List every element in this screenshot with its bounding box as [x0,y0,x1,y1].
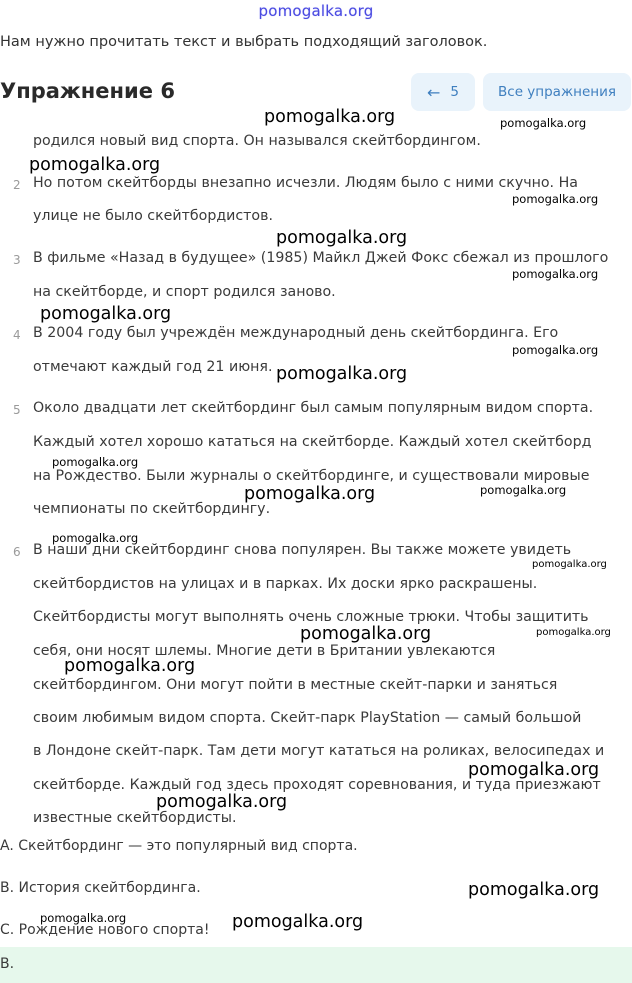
watermark: pomogalka.org [232,912,364,932]
watermark: pomogalka.org [536,627,611,638]
text-line: скейтбордингом. Они могут пойти в местные скейт-парки и заняться [33,677,558,693]
watermark: pomogalka.org [300,624,432,644]
watermark: pomogalka.org [244,484,376,504]
watermark: pomogalka.org [156,792,288,812]
option-b: B. История скейтбординга. [0,880,201,896]
text-line: чемпионаты по скейтбордингу. [33,501,271,517]
text-line: скейтборде. Каждый год здесь проходят соревнования, и туда приезжают [33,777,601,793]
watermark: pomogalka.org [468,760,600,780]
text-line: родился новый вид спорта. Он назывался скейтбордингом. [33,133,481,149]
watermark: pomogalka.org [512,267,599,281]
arrow-left-icon: ← [427,82,441,102]
text-line: В 2004 году был учреждён международный день скейтбординга. Его [33,325,559,341]
watermark: pomogalka.org [40,304,172,324]
text-line: отмечают каждый год 21 июня. [33,359,273,375]
site-header[interactable]: pomogalka.org [258,2,374,20]
watermark: pomogalka.org [532,559,607,570]
text-line: Около двадцати лет скейтбординг был самым популярным видом спорта. [33,400,594,416]
option-a: A. Скейтбординг — это популярный вид спорта. [0,838,358,854]
prev-exercise-number: 5 [450,84,459,100]
option-c: C. Рождение нового спорта! [0,922,210,938]
watermark: pomogalka.org [64,656,196,676]
paragraph-number: 5 [13,403,21,417]
watermark: pomogalka.org [264,107,396,127]
watermark: pomogalka.org [512,343,599,357]
watermark: pomogalka.org [468,880,600,900]
intro-text: Нам нужно прочитать текст и выбрать подходящий заголовок. [0,34,488,50]
text-line: Каждый хотел хорошо кататься на скейтборде. Каждый хотел скейтборд [33,434,592,450]
text-line: на Рождество. Были журналы о скейтбординге, и существовали мировые [33,468,590,484]
exercise-title: Упражнение 6 [0,79,175,103]
watermark: pomogalka.org [500,116,587,130]
answer-label: B. [0,956,15,972]
paragraph-number: 2 [13,178,21,192]
text-line: известные скейтбордисты. [33,810,237,826]
watermark: pomogalka.org [276,228,408,248]
text-line: Но потом скейтборды внезапно исчезли. Людям было с ними скучно. На [33,175,578,191]
watermark: pomogalka.org [40,911,127,925]
paragraph-number: 6 [13,545,21,559]
watermark: pomogalka.org [512,192,599,206]
watermark: pomogalka.org [52,531,139,545]
watermark: pomogalka.org [480,483,567,497]
watermark: pomogalka.org [29,155,161,175]
paragraph-number: 4 [13,328,21,342]
text-line: скейтбордистов на улицах и в парках. Их доски ярко раскрашены. [33,576,538,592]
paragraph-number: 3 [13,253,21,267]
text-line: В фильме «Назад в будущее» (1985) Майкл Джей Фокс сбежал из прошлого [33,250,609,266]
text-line: в Лондоне скейт-парк. Там дети могут кататься на роликах, велосипедах и [33,743,605,759]
text-line: себя, они носят шлемы. Многие дети в Британии увлекаются [33,643,496,659]
prev-exercise-button[interactable] [411,73,475,111]
watermark: pomogalka.org [52,455,139,469]
all-exercises-button[interactable]: Все упражнения [483,73,631,111]
text-line: на скейтборде, и спорт родился заново. [33,284,336,300]
watermark: pomogalka.org [276,364,408,384]
text-line: Скейтбордисты могут выполнять очень сложные трюки. Чтобы защитить [33,609,589,625]
text-line: своим любимым видом спорта. Скейт-парк PlayStation — самый большой [33,710,582,726]
text-line: В наши дни скейтбординг снова популярен. Вы также можете увидеть [33,542,572,558]
text-line: улице не было скейтбордистов. [33,208,273,224]
answer-row [0,947,632,983]
